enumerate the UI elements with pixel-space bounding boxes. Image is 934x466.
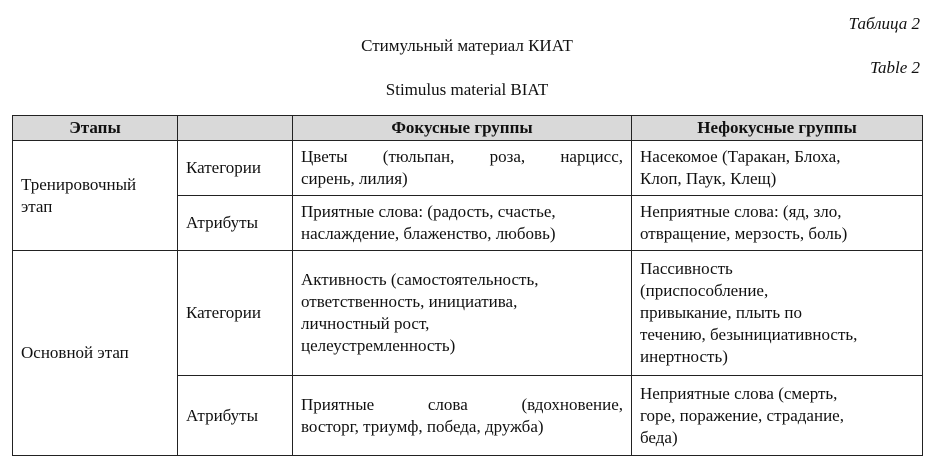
stage-name-line: Тренировочный <box>21 174 137 194</box>
focus-cell <box>293 141 632 196</box>
stage-name-line: этап <box>21 196 53 216</box>
cell-line: течению, безынициативность, <box>640 325 858 344</box>
table-title-en: Stimulus material BIAT <box>385 80 549 99</box>
type-cell: Категории <box>178 251 293 376</box>
cell-line: Насекомое (Таракан, Блоха, <box>640 147 841 166</box>
nonfocus-cell <box>632 141 923 196</box>
header-nonfocus: Нефокусные группы <box>632 116 923 141</box>
table-number-en: Table 2 <box>870 58 920 77</box>
header-focus: Фокусные группы <box>293 116 632 141</box>
type-cell: Атрибуты <box>178 376 293 456</box>
nonfocus-cell <box>632 196 923 251</box>
cell-line: Неприятные слова: (яд, зло, <box>640 202 842 221</box>
cell-line: Пассивность <box>640 259 733 278</box>
table-title-ru: Стимульный материал КИАТ <box>361 36 573 55</box>
cell-line: беда) <box>640 427 678 447</box>
header-type <box>178 116 293 141</box>
cell-line: (приспособление, <box>640 281 769 300</box>
table-number-ru: Таблица 2 <box>848 14 920 33</box>
focus-cell <box>293 196 632 251</box>
nonfocus-cell <box>632 376 923 456</box>
cell-line: инертность) <box>640 347 728 366</box>
cell-line: привыкание, плыть по <box>640 303 802 322</box>
cell-line: горе, поражение, страдание, <box>640 405 844 425</box>
cell-line: восторг, триумф, победа, дружба) <box>301 416 544 436</box>
focus-cell <box>293 251 632 376</box>
table-row <box>13 251 923 376</box>
header-row <box>13 116 923 141</box>
type-cell: Категории <box>178 141 293 196</box>
focus-cell <box>293 376 632 456</box>
cell-line: наслаждение, блаженство, любовь) <box>301 224 556 243</box>
stage-cell <box>13 141 178 251</box>
cell-line: целеустремленность) <box>301 336 456 355</box>
cell-line: ответственность, инициатива, <box>301 292 518 311</box>
cell-line: Приятные слова (вдохновение, <box>301 394 623 414</box>
stage-cell <box>13 251 178 456</box>
nonfocus-cell <box>632 251 923 376</box>
cell-line: Приятные слова: (радость, счастье, <box>301 202 556 221</box>
header-stages: Этапы <box>13 116 178 141</box>
type-cell: Атрибуты <box>178 196 293 251</box>
cell-line: Неприятные слова (смерть, <box>640 383 838 403</box>
table-row <box>13 141 923 196</box>
stimulus-table <box>12 115 923 456</box>
stage-name-line: Основной этап <box>21 343 129 362</box>
cell-line: Активность (самостоятельность, <box>301 270 539 289</box>
cell-line: Клоп, Паук, Клещ) <box>640 169 777 188</box>
cell-line: Цветы (тюльпан, роза, нарцисс, <box>301 147 623 166</box>
cell-line: отвращение, мерзость, боль) <box>640 224 848 243</box>
cell-line: сирень, лилия) <box>301 169 408 188</box>
cell-line: личностный рост, <box>301 314 430 333</box>
